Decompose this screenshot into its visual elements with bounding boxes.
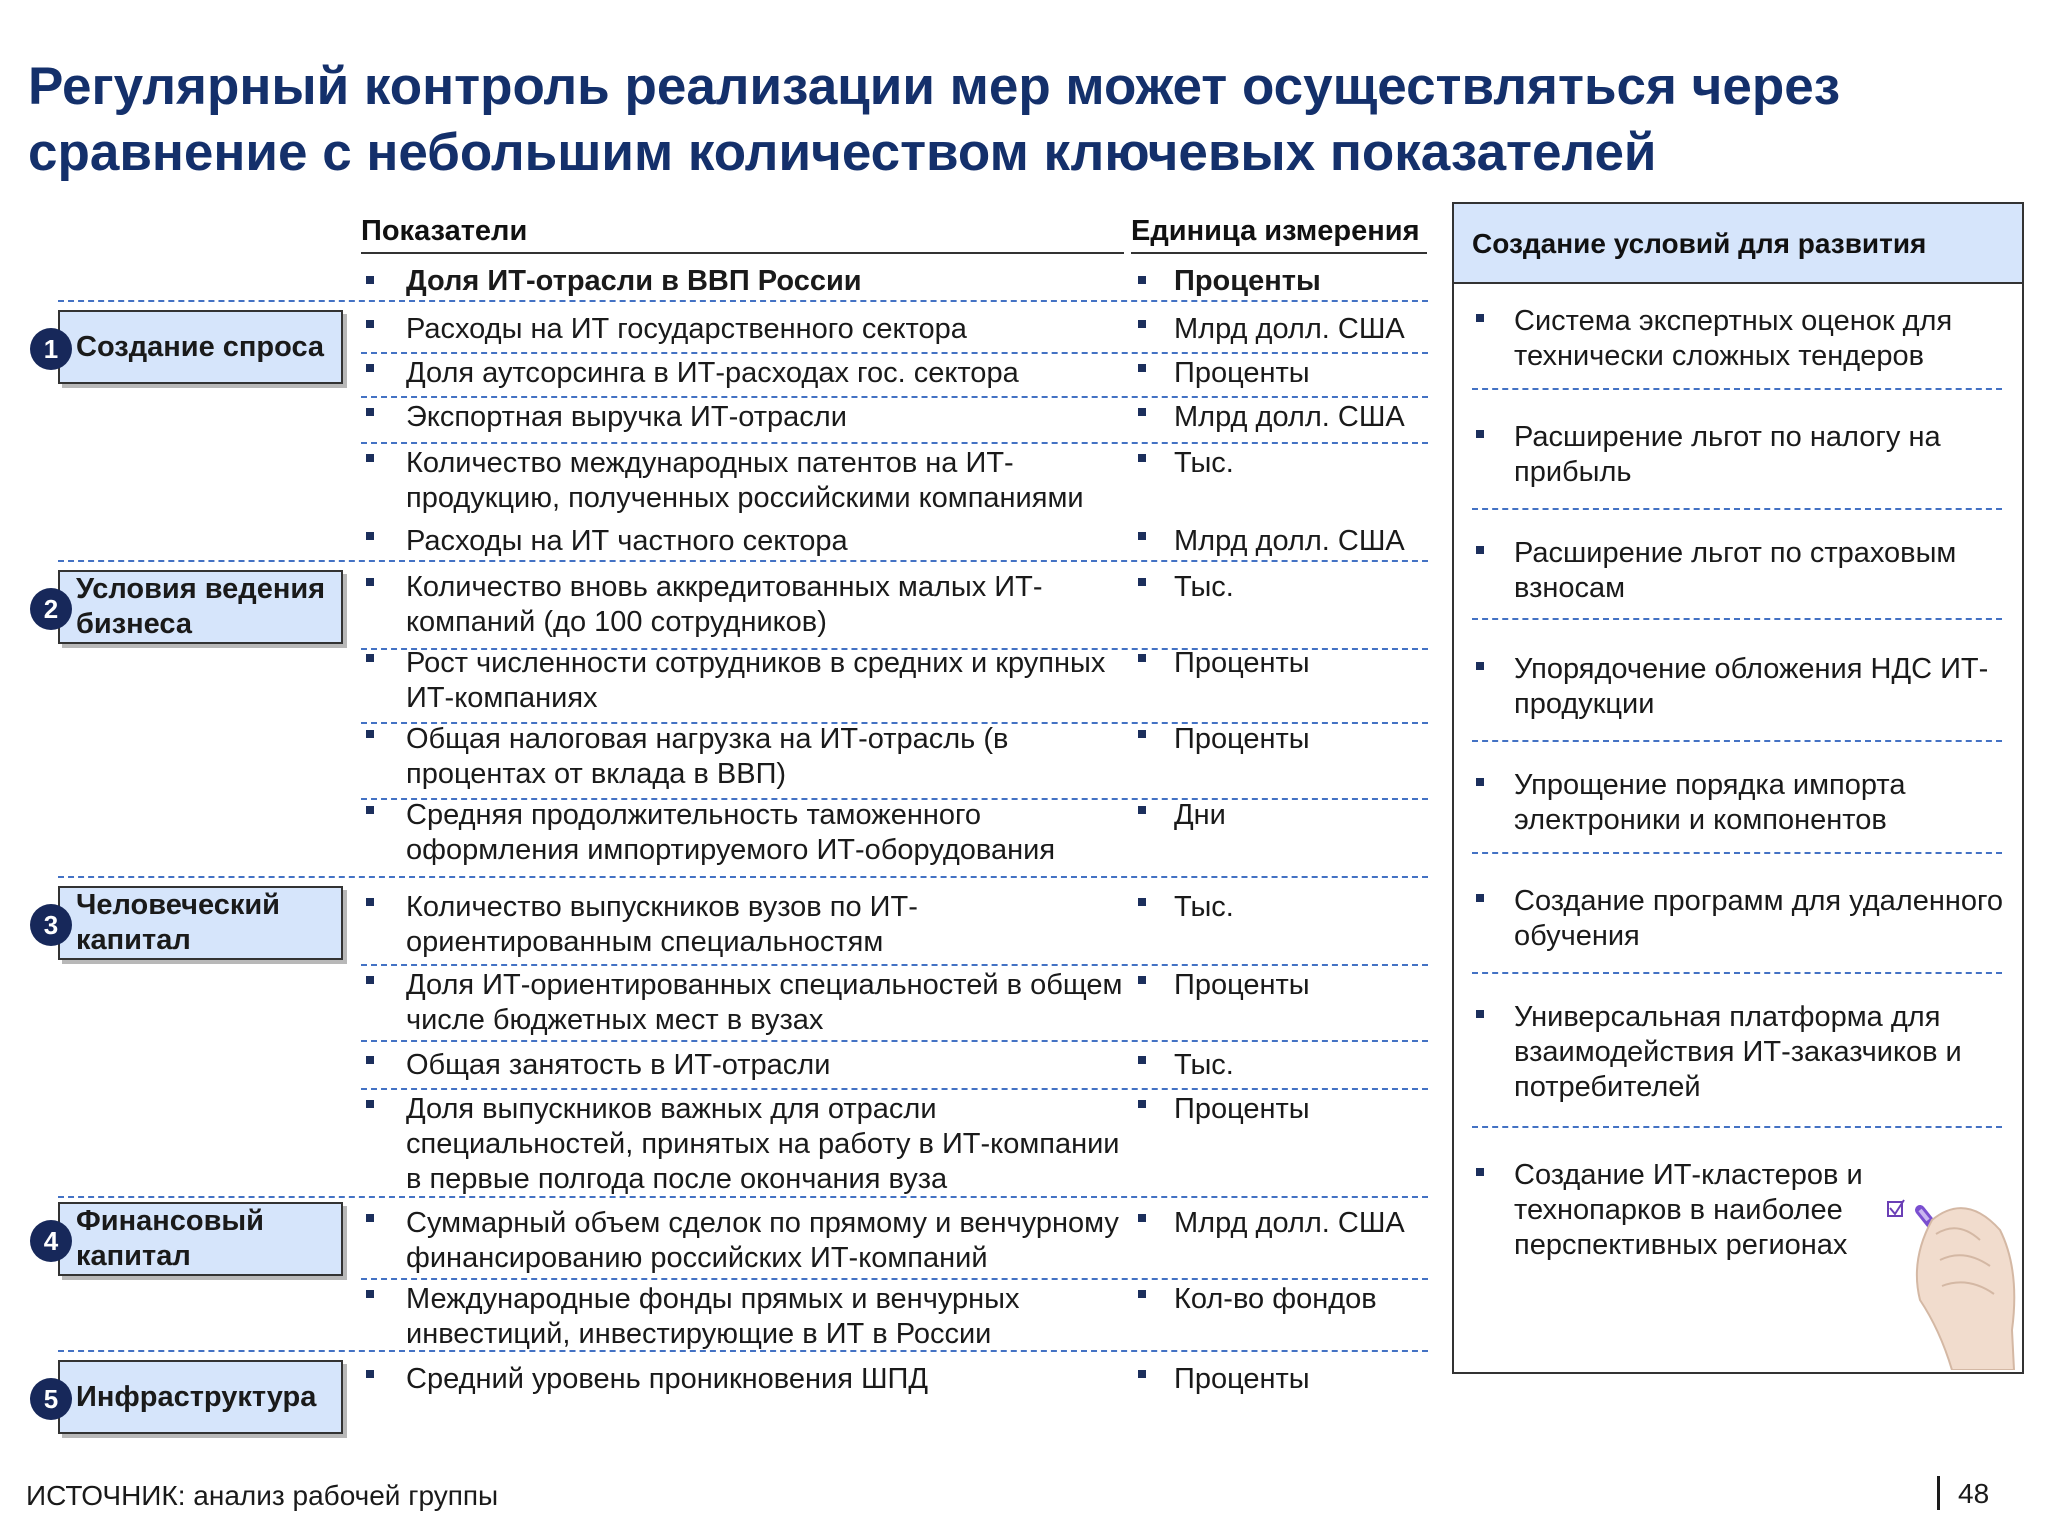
indicator-text: Общая налоговая нагрузка на ИТ-отрасль (в процентах от вклада в ВВП) bbox=[406, 723, 1009, 790]
category-human-capital bbox=[58, 886, 343, 960]
bullet-icon bbox=[366, 1370, 374, 1378]
indicator-text: Количество выпускников вузов по ИТ-ориентированным специальностям bbox=[406, 891, 918, 958]
bullet-icon bbox=[366, 408, 374, 416]
bullet-icon bbox=[366, 806, 374, 814]
panel-separator bbox=[1472, 1126, 2002, 1128]
unit-text: Проценты bbox=[1174, 1363, 1310, 1395]
category-infrastructure bbox=[58, 1360, 343, 1434]
unit-text: Проценты bbox=[1174, 647, 1310, 679]
unit-text: Тыс. bbox=[1174, 447, 1234, 479]
category-number-badge: 5 bbox=[30, 1378, 72, 1420]
indicators-header: Показатели bbox=[361, 212, 1124, 254]
panel-header: Создание условий для развития bbox=[1454, 204, 2022, 284]
bullet-icon bbox=[1138, 1370, 1146, 1378]
unit-text: Проценты bbox=[1174, 1093, 1310, 1125]
indicator-text: Средний уровень проникновения ШПД bbox=[406, 1363, 929, 1395]
category-label: Инфраструктура bbox=[76, 1380, 317, 1413]
unit-text: Тыс. bbox=[1174, 571, 1234, 603]
unit-text: Млрд долл. США bbox=[1174, 313, 1405, 345]
panel-item: Упрощение порядка импорта электроники и компонентов bbox=[1514, 769, 1906, 836]
panel-item: Создание программ для удаленного обучения bbox=[1514, 885, 2004, 952]
row-separator bbox=[361, 964, 1428, 966]
unit-text: Проценты bbox=[1174, 357, 1310, 389]
category-label: Финансовый капитал bbox=[76, 1205, 265, 1272]
bullet-icon bbox=[366, 1056, 374, 1064]
bullet-icon bbox=[1476, 430, 1484, 438]
bullet-icon bbox=[366, 1214, 374, 1222]
unit-text: Млрд долл. США bbox=[1174, 525, 1405, 557]
bullet-icon bbox=[366, 1290, 374, 1298]
indicator-text: Общая занятость в ИТ-отрасли bbox=[406, 1049, 831, 1081]
panel-separator bbox=[1472, 852, 2002, 854]
bullet-icon bbox=[1138, 1056, 1146, 1064]
panel-item: Универсальная платформа для взаимодействия ИТ-заказчиков и потребителей bbox=[1514, 1001, 1962, 1103]
unit-text: Проценты bbox=[1174, 265, 1321, 297]
hand-with-pen-icon bbox=[1880, 1190, 2020, 1370]
bullet-icon bbox=[1138, 1100, 1146, 1108]
panel-separator bbox=[1472, 972, 2002, 974]
indicator-text: Расходы на ИТ частного сектора bbox=[406, 525, 848, 557]
indicator-text: Доля ИТ-ориентированных специальностей в общем числе бюджетных мест в вузах bbox=[406, 969, 1123, 1036]
bullet-icon bbox=[1476, 662, 1484, 670]
category-label: Создание спроса bbox=[76, 330, 325, 363]
bullet-icon bbox=[366, 654, 374, 662]
bullet-icon bbox=[1138, 1290, 1146, 1298]
bullet-icon bbox=[1138, 730, 1146, 738]
unit-text: Млрд долл. США bbox=[1174, 401, 1405, 433]
panel-item: Система экспертных оценок для технически сложных тендеров bbox=[1514, 305, 1953, 372]
indicator-text: Доля выпускников важных для отрасли специальностей, принятых на работу в ИТ-компании в первые полгода после окончания вуза bbox=[406, 1093, 1120, 1195]
bullet-icon bbox=[1476, 894, 1484, 902]
row-separator bbox=[361, 442, 1428, 444]
panel-item: Расширение льгот по страховым взносам bbox=[1514, 537, 1957, 604]
bullet-icon bbox=[1138, 898, 1146, 906]
bullet-icon bbox=[1138, 532, 1146, 540]
indicator-text: Международные фонды прямых и венчурных инвестиций, инвестирующие в ИТ в России bbox=[406, 1283, 1020, 1350]
section-separator bbox=[58, 300, 1428, 302]
bullet-icon bbox=[366, 898, 374, 906]
row-separator bbox=[361, 1040, 1428, 1042]
bullet-icon bbox=[1476, 314, 1484, 322]
row-separator bbox=[361, 396, 1428, 398]
row-separator bbox=[361, 352, 1428, 354]
category-demand bbox=[58, 310, 343, 384]
bullet-icon bbox=[366, 1100, 374, 1108]
bullet-icon bbox=[1138, 364, 1146, 372]
unit-text: Проценты bbox=[1174, 969, 1310, 1001]
panel-separator bbox=[1472, 388, 2002, 390]
bullet-icon bbox=[366, 976, 374, 984]
bullet-icon bbox=[366, 364, 374, 372]
unit-text: Тыс. bbox=[1174, 1049, 1234, 1081]
bullet-icon bbox=[366, 578, 374, 586]
section-separator bbox=[58, 876, 1428, 878]
indicator-text: Расходы на ИТ государственного сектора bbox=[406, 313, 967, 345]
category-number-badge: 1 bbox=[30, 328, 72, 370]
category-number-badge: 2 bbox=[30, 588, 72, 630]
bullet-icon bbox=[366, 730, 374, 738]
unit-header: Единица измерения bbox=[1131, 212, 1427, 254]
indicator-text: Суммарный объем сделок по прямому и венчурному финансированию российских ИТ-компаний bbox=[406, 1207, 1119, 1274]
bullet-icon bbox=[1138, 1214, 1146, 1222]
unit-text: Проценты bbox=[1174, 723, 1310, 755]
unit-text: Дни bbox=[1174, 799, 1226, 831]
panel-separator bbox=[1472, 508, 2002, 510]
page-title: Регулярный контроль реализации мер может осуществляться через сравнение с небольшим количеством ключевых показателей bbox=[28, 57, 1841, 182]
row-separator bbox=[361, 1278, 1428, 1280]
indicator-text: Доля ИТ-отрасли в ВВП России bbox=[406, 265, 862, 297]
bullet-icon bbox=[366, 276, 374, 284]
indicator-text: Доля аутсорсинга в ИТ-расходах гос. сектора bbox=[406, 357, 1019, 389]
category-number-badge: 3 bbox=[30, 904, 72, 946]
row-separator bbox=[361, 1088, 1428, 1090]
bullet-icon bbox=[1138, 320, 1146, 328]
bullet-icon bbox=[366, 532, 374, 540]
indicator-text: Количество вновь аккредитованных малых ИТ-компаний (до 100 сотрудников) bbox=[406, 571, 1043, 638]
unit-text: Млрд долл. США bbox=[1174, 1207, 1405, 1239]
category-number-badge: 4 bbox=[30, 1220, 72, 1262]
category-label: Человеческий капитал bbox=[76, 889, 280, 956]
section-separator bbox=[58, 560, 1428, 562]
bullet-icon bbox=[1138, 454, 1146, 462]
panel-separator bbox=[1472, 740, 2002, 742]
unit-text: Кол-во фондов bbox=[1174, 1283, 1377, 1315]
page-number-divider bbox=[1937, 1476, 1940, 1510]
source-note: ИСТОЧНИК: анализ рабочей группы bbox=[26, 1480, 499, 1511]
bullet-icon bbox=[1138, 578, 1146, 586]
panel-item: Создание ИТ-кластеров и технопарков в наиболее перспективных регионах bbox=[1514, 1159, 1863, 1261]
bullet-icon bbox=[1476, 546, 1484, 554]
category-label: Условия ведения бизнеса bbox=[76, 573, 326, 640]
panel-item: Упорядочение обложения НДС ИТ-продукции bbox=[1514, 653, 1989, 720]
unit-text: Тыс. bbox=[1174, 891, 1234, 923]
bullet-icon bbox=[1476, 1010, 1484, 1018]
indicator-text: Количество международных патентов на ИТ-продукцию, полученных российскими компаниями bbox=[406, 447, 1084, 514]
bullet-icon bbox=[1138, 408, 1146, 416]
bullet-icon bbox=[1138, 806, 1146, 814]
indicator-text: Экспортная выручка ИТ-отрасли bbox=[406, 401, 847, 433]
bullet-icon bbox=[366, 454, 374, 462]
indicator-text: Рост численности сотрудников в средних и крупных ИТ-компаниях bbox=[406, 647, 1106, 714]
panel-separator bbox=[1472, 618, 2002, 620]
bullet-icon bbox=[1138, 654, 1146, 662]
bullet-icon bbox=[1138, 976, 1146, 984]
bullet-icon bbox=[366, 320, 374, 328]
panel-item: Расширение льгот по налогу на прибыль bbox=[1514, 421, 1941, 488]
indicator-text: Средняя продолжительность таможенного оформления импортируемого ИТ-оборудования bbox=[406, 799, 1056, 866]
category-financial-capital bbox=[58, 1202, 343, 1276]
page-number: 48 bbox=[1958, 1478, 1990, 1509]
bullet-icon bbox=[1138, 276, 1146, 284]
bullet-icon bbox=[1476, 778, 1484, 786]
bullet-icon bbox=[1476, 1168, 1484, 1176]
category-business bbox=[58, 570, 343, 644]
